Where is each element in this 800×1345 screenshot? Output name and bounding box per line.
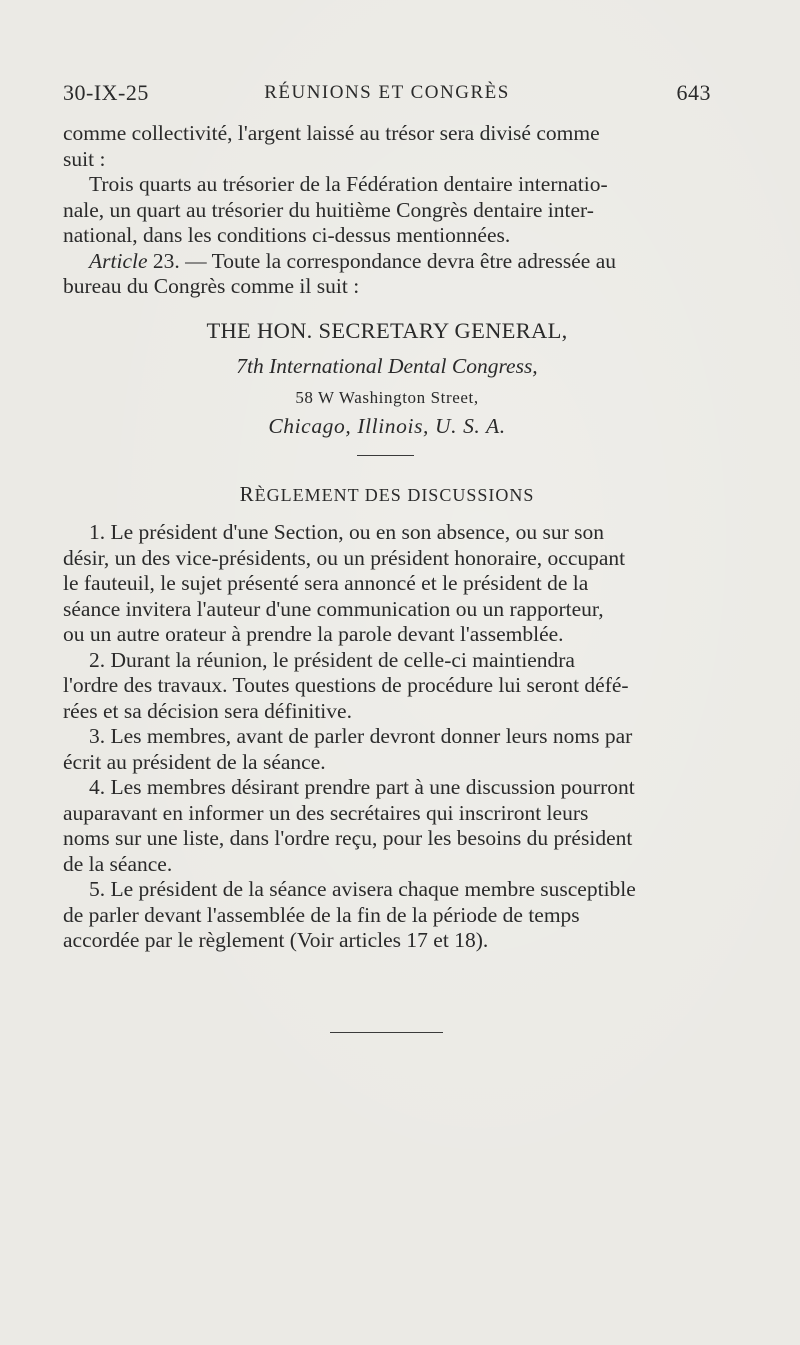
rule-item: [63, 877, 711, 954]
text-line: 1. Le président d'une Section, ou en son absence, ou sur son: [89, 520, 604, 544]
page-number: 643: [676, 80, 711, 105]
text-line: 23. — Toute la correspondance devra être adressée au: [147, 248, 617, 273]
rule-item: [63, 648, 711, 725]
text-line: nale, un quart au trésorier du huitième Congrès dentaire inter-: [63, 197, 594, 222]
text-line: 5. Le président de la séance avisera chaque membre susceptible: [89, 877, 636, 901]
article-paragraph: [63, 249, 711, 300]
text-line: 3. Les membres, avant de parler devront donner leurs noms par: [89, 724, 633, 748]
text-line: Trois quarts au trésorier de la Fédération dentaire internatio-: [89, 172, 608, 196]
rule-item: [63, 724, 711, 775]
rule-item: [63, 520, 711, 648]
address-organization: 7th International Dental Congress,: [236, 354, 538, 378]
text-line: accordée par le règlement (Voir articles 17 et 18).: [63, 928, 489, 952]
intro-paragraph: [63, 121, 711, 172]
header-title: RÉUNIONS ET CONGRÈS: [264, 82, 510, 103]
header-date: 30-IX-25: [63, 80, 149, 105]
distribution-paragraph: [63, 172, 711, 249]
text-line: l'ordre des travaux. Toutes questions de procédure lui seront défé-: [63, 673, 629, 697]
rules-list: [63, 520, 711, 954]
text-line: suit :: [63, 146, 106, 171]
section-divider: [357, 455, 414, 456]
section-title-rest: ÈGLEMENT DES DISCUSSIONS: [254, 485, 535, 505]
text-line: noms sur une liste, dans l'ordre reçu, pour les besoins du président: [63, 826, 633, 850]
text-line: comme collectivité, l'argent laissé au trésor sera divisé comme: [63, 121, 600, 145]
text-line: national, dans les conditions ci-dessus mentionnées.: [63, 223, 511, 247]
text-line: de parler devant l'assemblée de la fin de la période de temps: [63, 902, 580, 927]
article-label: Article: [89, 248, 148, 273]
text-line: de la séance.: [63, 851, 173, 876]
address-street: 58 W Washington Street,: [295, 388, 479, 407]
text-line: 4. Les membres désirant prendre part à une discussion pourront: [89, 775, 635, 799]
text-line: écrit au président de la séance.: [63, 749, 326, 774]
intro-block: [63, 121, 711, 300]
running-head: [63, 80, 711, 110]
section-title-initial: R: [239, 482, 255, 506]
section-title: [63, 482, 711, 507]
end-divider: [330, 1032, 443, 1033]
text-line: bureau du Congrès comme il suit :: [63, 274, 360, 298]
text-line: rées et sa décision sera définitive.: [63, 698, 352, 723]
text-line: séance invitera l'auteur d'une communication ou un rapporteur,: [63, 596, 604, 621]
text-line: le fauteuil, le sujet présenté sera annoncé et le président de la: [63, 571, 589, 595]
rule-item: [63, 775, 711, 877]
text-line: désir, un des vice-présidents, ou un président honoraire, occupant: [63, 545, 626, 570]
address-city: Chicago, Illinois, U. S. A.: [268, 414, 506, 438]
text-line: 2. Durant la réunion, le président de celle-ci maintiendra: [89, 647, 575, 672]
address-recipient: THE HON. SECRETARY GENERAL,: [206, 318, 568, 343]
text-line: ou un autre orateur à prendre la parole devant l'assemblée.: [63, 622, 564, 646]
text-line: auparavant en informer un des secrétaires qui inscriront leurs: [63, 800, 589, 825]
